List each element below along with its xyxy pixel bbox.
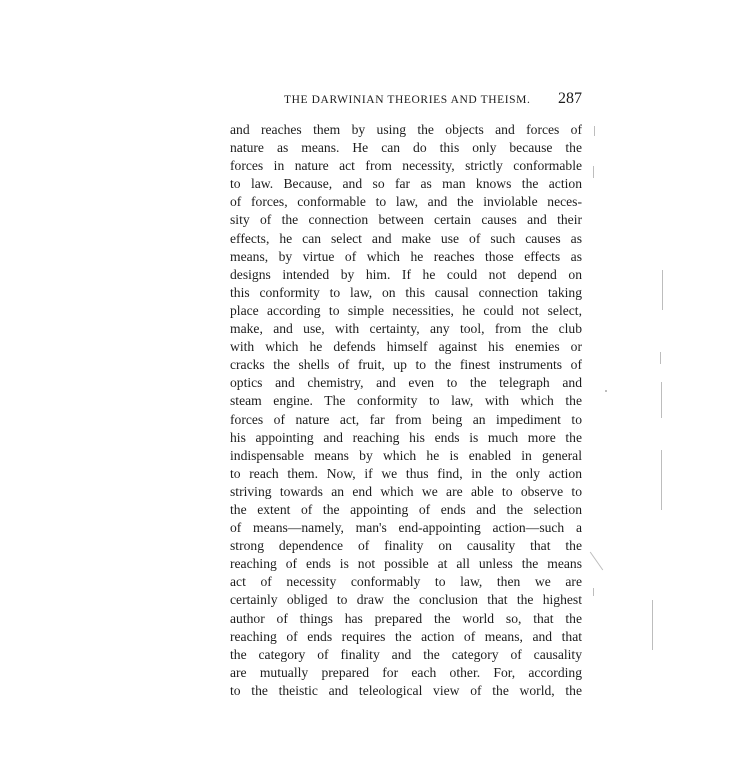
show-through-mark [661, 450, 662, 510]
text-line: forces in nature act from necessity, strictly conformable [230, 158, 582, 174]
text-line: place according to simple necessities, he could not select, [230, 302, 582, 318]
text-line: reaching of ends is not possible at all unless the means [230, 556, 582, 572]
text-line: forces of nature act, far from being an impediment to [230, 411, 582, 427]
text-line: the category of finality and the category of causality [230, 646, 582, 662]
show-through-mark [594, 126, 595, 136]
show-through-mark [593, 588, 594, 596]
text-line: sity of the connection between certain causes and their [230, 212, 582, 228]
show-through-mark [593, 166, 594, 178]
show-through-mark [605, 390, 607, 392]
running-head [230, 90, 582, 110]
text-line: strong dependence of finality on causality that the [230, 538, 582, 554]
text-line: with which he defends himself against his enemies or [230, 339, 582, 355]
text-line: of forces, conformable to law, and the inviolable neces- [230, 194, 582, 210]
text-line: designs intended by him. If he could not depend on [230, 266, 582, 282]
text-line: his appointing and reaching his ends is much more the [230, 429, 582, 445]
text-line: to law. Because, and so far as man knows the action [230, 176, 582, 192]
text-line: to the theistic and teleological view of the world, the [230, 682, 582, 698]
show-through-mark [660, 352, 661, 364]
text-line: cracks the shells of fruit, up to the finest instruments of [230, 357, 582, 373]
show-through-mark [662, 270, 663, 310]
show-through-mark [590, 552, 603, 571]
text-line: indispensable means by which he is enabled in general [230, 447, 582, 463]
margin-show-through [590, 120, 670, 680]
text-line: optics and chemistry, and even to the telegraph and [230, 375, 582, 391]
text-line: act of necessity conformably to law, then we are [230, 574, 582, 590]
text-line: make, and use, with certainty, any tool, from the club [230, 321, 582, 337]
text-line: the extent of the appointing of ends and the selection [230, 501, 582, 517]
text-line: means, by virtue of which he reaches those effects as [230, 248, 582, 264]
text-line: effects, he can select and make use of such causes as [230, 230, 582, 246]
text-line: of means—namely, man's end-appointing action—such a [230, 520, 582, 536]
show-through-mark [652, 600, 653, 650]
body-text [230, 121, 582, 700]
text-line: reaching of ends requires the action of means, and that [230, 628, 582, 644]
text-line: this conformity to law, on this causal connection taking [230, 284, 582, 300]
text-line: certainly obliged to draw the conclusion that the highest [230, 592, 582, 608]
show-through-mark [661, 382, 662, 418]
text-line: are mutually prepared for each other. For, according [230, 664, 582, 680]
text-line: steam engine. The conformity to law, with which the [230, 393, 582, 409]
text-line: and reaches them by using the objects and forces of [230, 122, 582, 137]
text-line: to reach them. Now, if we thus find, in the only action [230, 465, 582, 481]
running-title: THE DARWINIAN THEORIES AND THEISM. [284, 94, 531, 106]
text-line: striving towards an end which we are able to observe to [230, 483, 582, 499]
page-number: 287 [558, 90, 582, 107]
text-line: nature as means. He can do this only because the [230, 140, 582, 156]
text-line: author of things has prepared the world so, that the [230, 610, 582, 626]
